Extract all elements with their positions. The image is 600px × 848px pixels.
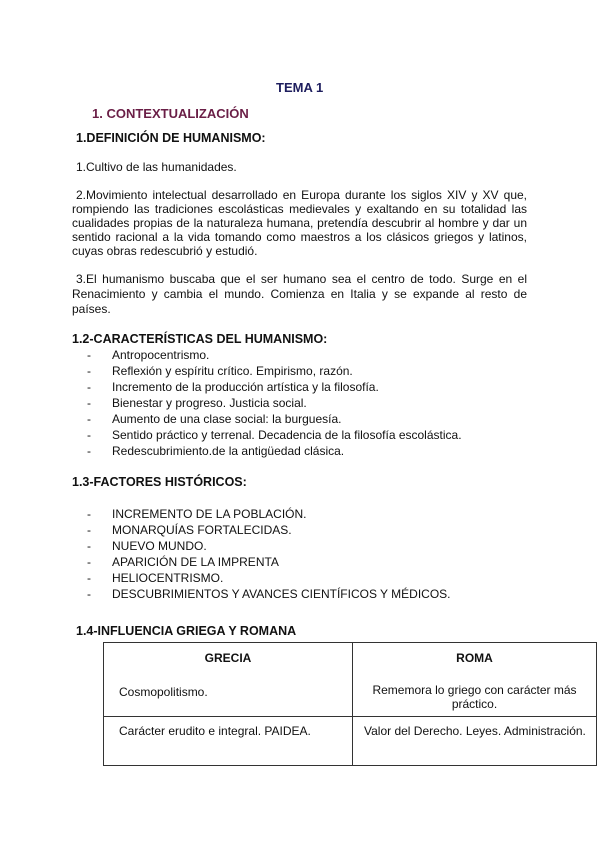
cell-roma-2: [353, 717, 597, 766]
definition-3: 3.El humanismo buscaba que el ser humano sea el centro de todo. Surge en el Renacimiento y cambia el mundo. Comienza en Italia y se expande al resto de países.: [72, 272, 527, 316]
list-item: - Bienestar y progreso. Justicia social.: [72, 395, 462, 411]
cell-grecia-1: [104, 643, 353, 717]
list-item: - Sentido práctico y terrenal. Decadencia de la filosofía escolástica.: [72, 427, 462, 443]
list-item: - HELIOCENTRISMO.: [72, 570, 451, 586]
list-item: - APARICIÓN DE LA IMPRENTA: [72, 554, 451, 570]
cell-text: Carácter erudito e integral. PAIDEA.: [119, 724, 311, 738]
factors-list: [72, 506, 451, 602]
list-item: - Incremento de la producción artística y la filosofía.: [72, 379, 462, 395]
cell-roma-1: [353, 643, 597, 717]
factors-heading: 1.3-FACTORES HISTÓRICOS:: [72, 475, 247, 489]
document-title: TEMA 1: [276, 80, 324, 95]
column-header-roma: ROMA: [456, 651, 493, 665]
definition-1: 1.Cultivo de las humanidades.: [76, 160, 237, 174]
list-item: - DESCUBRIMIENTOS Y AVANCES CIENTÍFICOS Y MÉDICOS.: [72, 586, 451, 602]
list-item: - INCREMENTO DE LA POBLACIÓN.: [72, 506, 451, 522]
list-item: - NUEVO MUNDO.: [72, 538, 451, 554]
list-item: - Redescubrimiento.de la antigüedad clásica.: [72, 443, 462, 459]
cell-text: Valor del Derecho. Leyes. Administración.: [364, 724, 586, 738]
definition-heading: 1.DEFINICIÓN DE HUMANISMO:: [76, 131, 266, 145]
section-heading: 1. CONTEXTUALIZACIÓN: [92, 106, 249, 121]
column-header-grecia: GRECIA: [204, 651, 252, 665]
influence-heading: 1.4-INFLUENCIA GRIEGA Y ROMANA: [76, 624, 297, 638]
cell-text: Rememora lo griego con carácter más práctico.: [372, 683, 577, 711]
cell-grecia-2: [104, 717, 353, 766]
characteristics-heading: 1.2-CARACTERÍSTICAS DEL HUMANISMO:: [72, 332, 328, 346]
influence-table: [103, 642, 597, 766]
list-item: - Reflexión y espíritu crítico. Empirismo, razón.: [72, 363, 462, 379]
list-item: - MONARQUÍAS FORTALECIDAS.: [72, 522, 451, 538]
definition-2: 2.Movimiento intelectual desarrollado en Europa durante los siglos XIV y XV que, rompiendo las tradiciones escolásticas medievales y exaltando en su totalidad las cualidades propias de la naturaleza humana, pretendía descubrir al hombre y dar un sentido racional a la vida tomando como maestros a los clásicos griegos y latinos, cuyas obras redescubrió y estudió.: [72, 188, 527, 258]
characteristics-list: [72, 347, 462, 459]
list-item: - Aumento de una clase social: la burguesía.: [72, 411, 462, 427]
list-item: - Antropocentrismo.: [72, 347, 462, 363]
cell-text: Cosmopolitismo.: [119, 685, 208, 699]
